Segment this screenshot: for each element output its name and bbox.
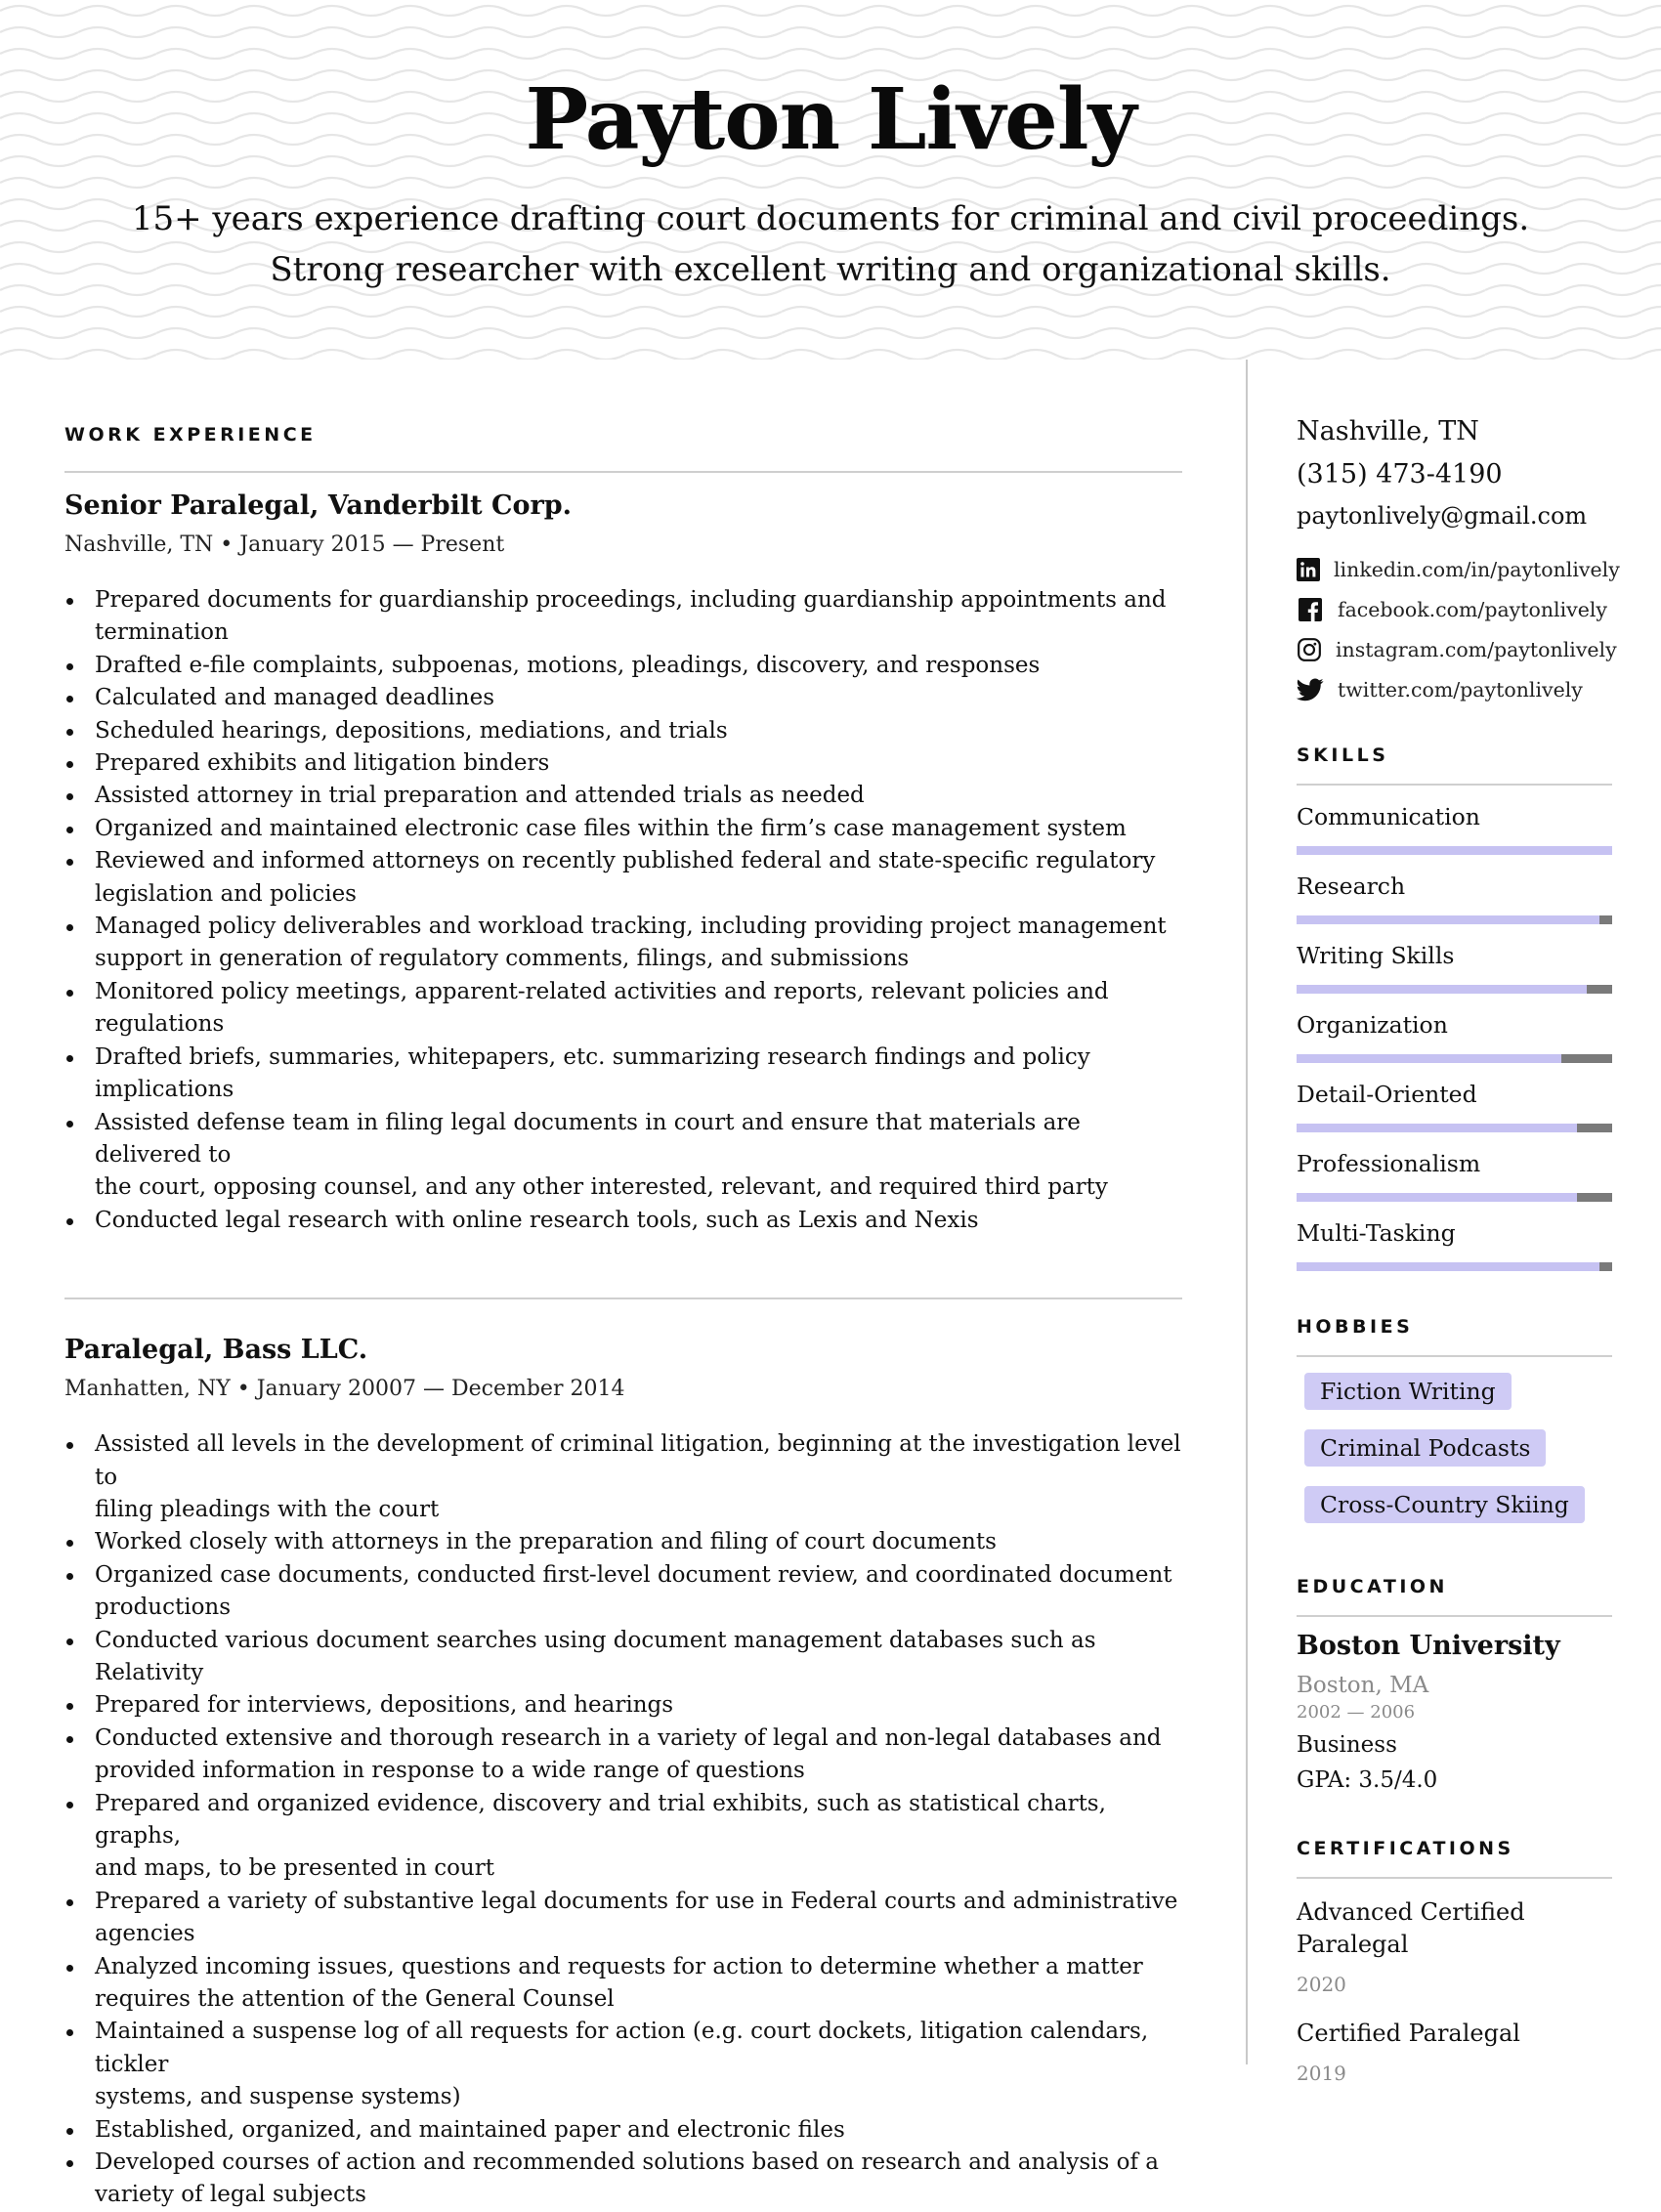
job-bullet	[64, 1689, 1182, 1722]
skill-label: Multi-Tasking	[1297, 1219, 1456, 1247]
job-bullet	[64, 1788, 1182, 1886]
social-link-twitter[interactable]	[1297, 669, 1612, 709]
education-school: Boston University	[1297, 1631, 1560, 1661]
summary	[0, 193, 1661, 295]
skills-list	[1297, 803, 1612, 1271]
job-entry	[64, 1335, 1182, 2212]
skill-bar-fill	[1297, 1262, 1599, 1271]
job-bullet	[64, 1723, 1182, 1788]
hobby-chip: Cross-Country Skiing	[1304, 1486, 1585, 1523]
job-bullet-line: systems, and suspense systems)	[95, 2084, 461, 2110]
wave-pattern-background	[0, 0, 1661, 360]
resume-header	[0, 0, 1661, 360]
job-bullet-line: Assisted defense team in filing legal documents in court and ensure that materials are delivered to	[95, 1109, 1081, 1168]
social-links	[1297, 549, 1620, 709]
job-bullet-line: provided information in response to a wide range of questions	[95, 1758, 805, 1784]
certification-name: Certified Paralegal	[1297, 2020, 1520, 2047]
social-link-facebook[interactable]	[1297, 589, 1612, 629]
facebook-icon	[1297, 596, 1324, 623]
column-divider	[1246, 360, 1248, 2064]
twitter-icon	[1297, 676, 1324, 703]
hobby-item	[1304, 1373, 1612, 1429]
skill-bar	[1297, 846, 1612, 855]
social-link-instagram[interactable]	[1297, 629, 1617, 669]
social-link-text: instagram.com/paytonlively	[1336, 637, 1617, 661]
job-bullet-line: Drafted e-file complaints, subpoenas, motions, pleadings, discovery, and responses	[95, 652, 1041, 678]
job-bullet-line: Prepared and organized evidence, discovery and trial exhibits, such as statistical charts, graphs,	[95, 1790, 1106, 1849]
job-bullet	[64, 682, 1182, 714]
certification-name: Paralegal	[1297, 1931, 1409, 1958]
candidate-name: Payton Lively	[525, 70, 1136, 169]
contact-location: Nashville, TN	[1297, 416, 1479, 447]
hobby-item	[1304, 1429, 1612, 1486]
job-bullet	[64, 1886, 1182, 1951]
job-bullet-line: regulations	[95, 1011, 225, 1038]
section-divider	[64, 471, 1182, 473]
job-bullets	[64, 584, 1182, 1237]
work-experience-section	[64, 410, 1182, 2212]
job-bullet-line: legislation and policies	[95, 880, 357, 907]
job-bullet-line: Developed courses of action and recommended solutions based on research and analysis of a	[95, 2149, 1160, 2176]
job-bullet-line: Conducted various document searches using document management databases such as Relativity	[95, 1627, 1096, 1685]
section-divider	[1297, 1877, 1612, 1879]
summary-line: 15+ years experience drafting court documents for criminal and civil proceedings.	[131, 199, 1530, 238]
job-bullet	[64, 1042, 1182, 1107]
job-bullet	[64, 584, 1182, 650]
job-bullet-line: Prepared documents for guardianship proceedings, including guardianship appointments and	[95, 587, 1167, 613]
job-bullet	[64, 1559, 1182, 1625]
job-bullet-line: Maintained a suspense log of all requests for action (e.g. court dockets, litigation calendars, tickler	[95, 2019, 1149, 2077]
education-years: 2002 — 2006	[1297, 1702, 1416, 1723]
job-bullets	[64, 1428, 1182, 2212]
social-link-linkedin[interactable]	[1297, 549, 1620, 589]
job-entry	[64, 490, 1182, 1237]
job-bullet	[64, 2016, 1182, 2113]
job-bullet	[64, 813, 1182, 845]
certification-year: 2019	[1297, 2062, 1346, 2085]
job-bullet-line: Managed policy deliverables and workload tracking, including providing project management	[95, 914, 1167, 940]
section-divider	[1297, 1615, 1612, 1617]
job-bullet-line: agencies	[95, 1921, 195, 1947]
education-gpa: GPA: 3.5/4.0	[1297, 1767, 1438, 1793]
contact-phone: (315) 473-4190	[1297, 459, 1503, 489]
job-bullet	[64, 976, 1182, 1042]
skill-bar	[1297, 1054, 1612, 1063]
skill-bar	[1297, 1262, 1612, 1271]
job-bullet	[64, 747, 1182, 780]
certification-item	[1297, 2018, 1612, 2085]
section-divider	[1297, 1355, 1612, 1357]
job-bullet	[64, 1107, 1182, 1205]
job-bullet	[64, 911, 1182, 976]
job-bullet	[64, 1625, 1182, 1690]
job-bullet-line: productions	[95, 1595, 232, 1621]
instagram-icon	[1297, 636, 1322, 663]
linkedin-icon	[1297, 556, 1320, 583]
section-title: CERTIFICATIONS	[1297, 1838, 1514, 1859]
skill-item	[1297, 942, 1612, 994]
job-meta: Manhatten, NY • January 20007 — December 2014	[64, 1377, 625, 1402]
skill-bar-fill	[1297, 846, 1612, 855]
social-link-text: twitter.com/paytonlively	[1338, 677, 1583, 702]
job-divider	[64, 1297, 1182, 1299]
job-bullet-line: requires the attention of the General Counsel	[95, 1986, 615, 2013]
section-title: SKILLS	[1297, 744, 1389, 766]
job-bullet-line: Analyzed incoming issues, questions and requests for action to determine whether a matter	[95, 1953, 1143, 1979]
job-bullet-line: Prepared exhibits and litigation binders	[95, 750, 550, 777]
hobby-item	[1304, 1486, 1612, 1543]
job-bullet	[64, 1428, 1182, 1526]
skill-label: Detail-Oriented	[1297, 1081, 1477, 1108]
section-title: HOBBIES	[1297, 1316, 1414, 1338]
skill-bar	[1297, 915, 1612, 924]
section-title: EDUCATION	[1297, 1576, 1448, 1597]
job-bullet	[64, 650, 1182, 682]
job-bullet-line: Reviewed and informed attorneys on recently published federal and state-specific regulatory	[95, 848, 1156, 874]
skill-item	[1297, 872, 1612, 924]
education-section	[1297, 1576, 1612, 1793]
job-bullet-line: termination	[95, 619, 229, 646]
skill-label: Organization	[1297, 1011, 1448, 1039]
skill-label: Professionalism	[1297, 1150, 1481, 1177]
job-bullet-line: Drafted briefs, summaries, whitepapers, etc. summarizing research findings and policy	[95, 1043, 1090, 1070]
job-bullet-line: and maps, to be presented in court	[95, 1855, 494, 1882]
job-bullet-line: Prepared a variety of substantive legal documents for use in Federal courts and administrative	[95, 1888, 1178, 1914]
hobbies-list	[1297, 1373, 1612, 1543]
skills-section	[1297, 744, 1612, 1271]
job-bullet-line: filing pleadings with the court	[95, 1496, 440, 1522]
job-title: Senior Paralegal, Vanderbilt Corp.	[64, 490, 572, 521]
job-bullet-line: Monitored policy meetings, apparent-related activities and reports, relevant policies and	[95, 978, 1109, 1004]
job-bullet-line: support in generation of regulatory comments, filings, and submissions	[95, 946, 910, 972]
job-bullet-line: Assisted attorney in trial preparation and attended trials as needed	[95, 783, 865, 809]
skill-bar-fill	[1297, 1124, 1577, 1132]
skill-item	[1297, 1219, 1612, 1271]
job-bullet-line: variety of legal subjects	[95, 2182, 366, 2208]
skill-item	[1297, 1150, 1612, 1202]
job-bullet	[64, 780, 1182, 812]
job-bullet	[64, 1526, 1182, 1558]
certification-year: 2020	[1297, 1973, 1346, 1996]
sidebar	[1297, 410, 1620, 2085]
job-bullet	[64, 2114, 1182, 2147]
job-bullet-line: Conducted legal research with online research tools, such as Lexis and Nexis	[95, 1207, 979, 1233]
skill-item	[1297, 803, 1612, 855]
section-title: WORK EXPERIENCE	[64, 424, 317, 446]
job-bullet-line: Worked closely with attorneys in the preparation and filing of court documents	[95, 1529, 997, 1555]
job-bullet	[64, 715, 1182, 747]
section-divider	[1297, 784, 1612, 786]
job-meta: Nashville, TN • January 2015 — Present	[64, 532, 505, 557]
job-bullet-line: Conducted extensive and thorough research in a variety of legal and non-legal databases and	[95, 1724, 1162, 1751]
education-location: Boston, MA	[1297, 1673, 1429, 1698]
job-bullet	[64, 1951, 1182, 2017]
job-title: Paralegal, Bass LLC.	[64, 1335, 368, 1366]
job-bullet	[64, 2147, 1182, 2212]
skill-bar-fill	[1297, 985, 1587, 994]
skill-bar-fill	[1297, 915, 1599, 924]
skill-label: Research	[1297, 872, 1406, 900]
job-bullet-line: Organized and maintained electronic case files within the firm’s case management system	[95, 815, 1127, 841]
job-bullet-line: Organized case documents, conducted first-level document review, and coordinated document	[95, 1561, 1172, 1588]
certification-item	[1297, 1896, 1612, 1996]
skill-item	[1297, 1011, 1612, 1063]
contact-email[interactable]: paytonlively@gmail.com	[1297, 502, 1588, 530]
job-bullet-line: Scheduled hearings, depositions, mediations, and trials	[95, 717, 728, 744]
certification-name: Advanced Certified	[1297, 1898, 1525, 1926]
job-bullet	[64, 845, 1182, 911]
job-bullet-line: Prepared for interviews, depositions, and hearings	[95, 1692, 674, 1719]
skill-label: Communication	[1297, 803, 1480, 830]
skill-bar	[1297, 1193, 1612, 1202]
job-bullet-line: implications	[95, 1077, 234, 1103]
summary-line: Strong researcher with excellent writing and organizational skills.	[270, 250, 1391, 289]
job-bullet-line: Established, organized, and maintained paper and electronic files	[95, 2116, 845, 2143]
skill-bar	[1297, 1124, 1612, 1132]
certifications-section	[1297, 1838, 1612, 2085]
hobby-chip: Fiction Writing	[1304, 1373, 1512, 1410]
job-bullet-line: the court, opposing counsel, and any other interested, relevant, and required third party	[95, 1174, 1108, 1201]
job-bullet	[64, 1205, 1182, 1237]
job-bullet-line: Calculated and managed deadlines	[95, 685, 495, 711]
hobbies-section	[1297, 1316, 1612, 1543]
education-field: Business	[1297, 1732, 1397, 1758]
social-link-text: facebook.com/paytonlively	[1338, 597, 1608, 621]
job-bullet-line: Assisted all levels in the development of criminal litigation, beginning at the investigation level to	[95, 1431, 1181, 1490]
skill-bar-fill	[1297, 1193, 1577, 1202]
skill-label: Writing Skills	[1297, 942, 1455, 969]
skill-item	[1297, 1081, 1612, 1132]
contact-info	[1297, 410, 1612, 535]
social-link-text: linkedin.com/in/paytonlively	[1334, 557, 1620, 581]
skill-bar	[1297, 985, 1612, 994]
skill-bar-fill	[1297, 1054, 1561, 1063]
hobby-chip: Criminal Podcasts	[1304, 1429, 1546, 1467]
